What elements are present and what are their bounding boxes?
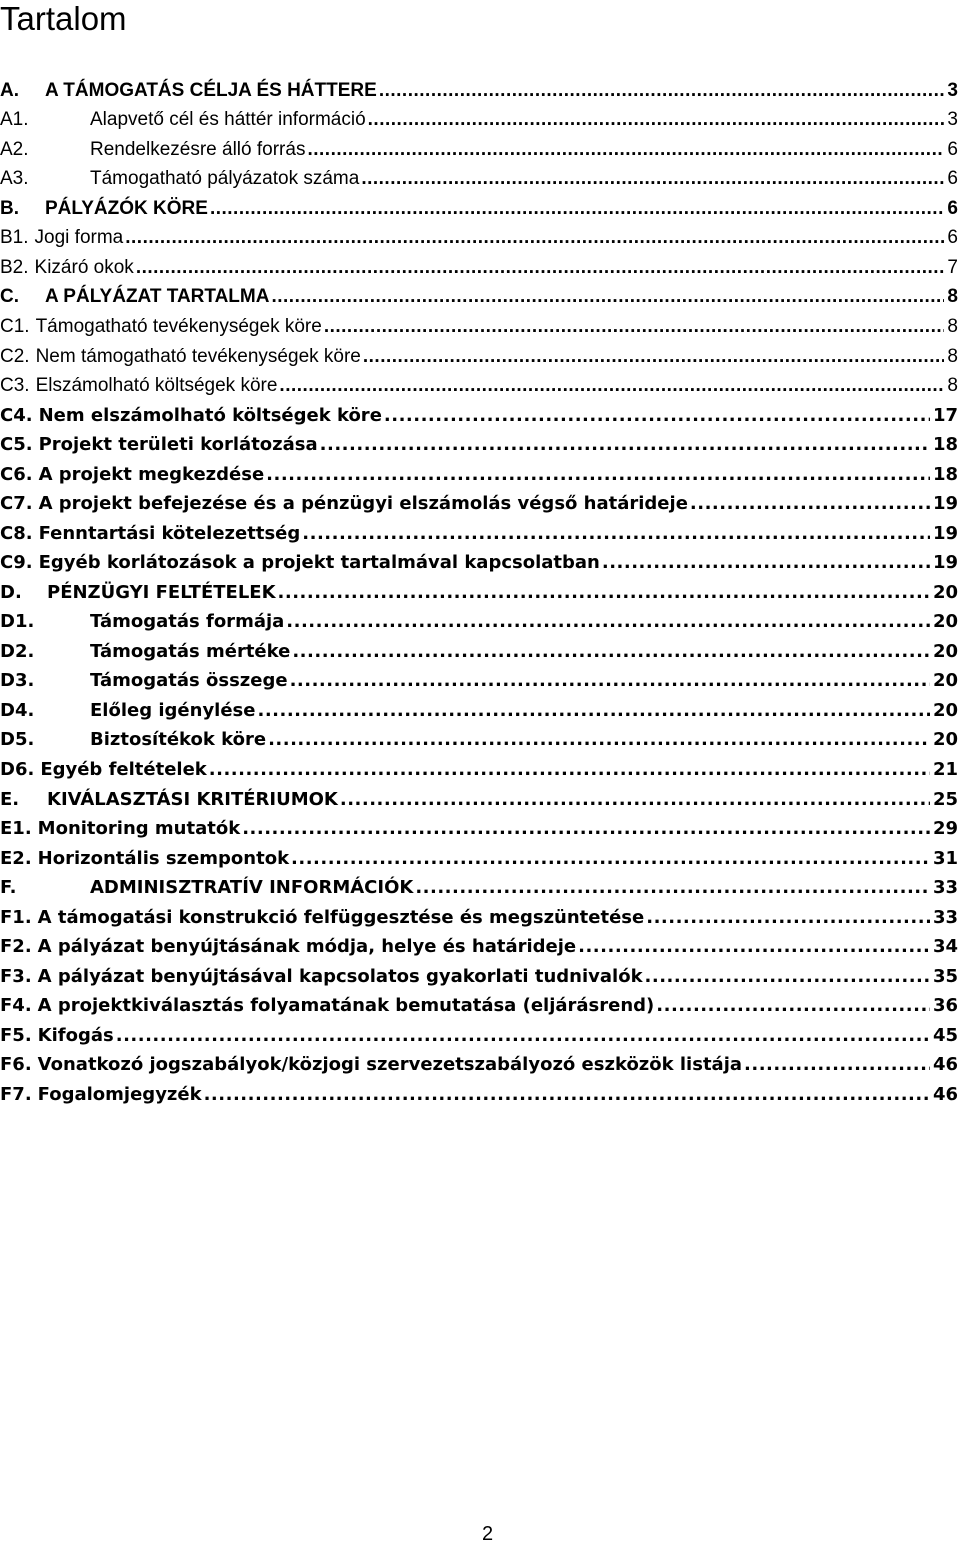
toc-entry[interactable] (0, 517, 960, 545)
toc-entry-code: C5. (0, 434, 33, 455)
toc-entry-code: D6. (0, 759, 35, 780)
toc-entry[interactable] (0, 605, 960, 633)
toc-entry-label: Kizáró okok (34, 257, 134, 278)
toc-entry-label: Biztosítékok köre (90, 729, 267, 750)
toc-dot-leader (136, 257, 945, 279)
toc-entry[interactable] (0, 960, 960, 988)
toc-entry-code: F1. (0, 907, 32, 928)
toc-entry-code: C7. (0, 493, 33, 514)
toc-entry-code: F7. (0, 1084, 32, 1105)
toc-entry[interactable] (0, 162, 960, 190)
toc-entry-code: A1. (0, 109, 29, 130)
toc-entry-label: PÁLYÁZÓK KÖRE (45, 198, 208, 219)
toc-entry[interactable] (0, 280, 960, 308)
toc-entry-code: B2. (0, 257, 29, 278)
toc-dot-leader (125, 227, 944, 249)
toc-dot-leader (368, 109, 945, 131)
toc-entry[interactable] (0, 133, 960, 161)
toc-entry-page: 6 (947, 168, 958, 189)
toc-entry-code: B. (0, 198, 19, 219)
toc-entry-page: 31 (932, 848, 958, 869)
toc-entry-page: 3 (947, 109, 958, 130)
toc-entry-code: E. (0, 789, 20, 810)
toc-entry-label: Jogi forma (34, 227, 124, 248)
toc-entry-label: Rendelkezésre álló forrás (90, 139, 306, 160)
toc-entry[interactable] (0, 428, 960, 456)
toc-entry-title (0, 552, 600, 574)
toc-dot-leader (279, 375, 944, 397)
toc-dot-leader (602, 552, 930, 574)
toc-dot-leader (271, 286, 944, 308)
toc-entry-code: A2. (0, 139, 29, 160)
toc-entry-page: 20 (932, 641, 958, 662)
toc-entry-code: C1. (0, 316, 30, 337)
toc-entry-code: C8. (0, 523, 33, 544)
toc-entry[interactable] (0, 930, 960, 958)
toc-entry-code: F. (0, 877, 17, 898)
toc-entry-page: 33 (932, 907, 958, 928)
toc-entry-label: Kifogás (37, 1025, 114, 1046)
toc-entry[interactable] (0, 340, 960, 368)
toc-entry-page: 20 (932, 582, 958, 603)
toc-entry-page: 8 (947, 316, 958, 337)
toc-entry-title (0, 848, 289, 870)
toc-entry-page: 20 (932, 670, 958, 691)
toc-entry-title (0, 257, 134, 279)
toc-entry-code: A3. (0, 168, 29, 189)
toc-dot-leader (578, 936, 930, 958)
toc-entry-code: C4. (0, 405, 33, 426)
toc-entry[interactable] (0, 1078, 960, 1106)
toc-entry-page: 17 (932, 405, 958, 426)
toc-entry[interactable] (0, 576, 960, 604)
toc-dot-leader (116, 1025, 930, 1047)
toc-entry-title (0, 966, 643, 988)
toc-entry-page: 6 (947, 139, 958, 160)
toc-entry-title (0, 818, 240, 840)
toc-entry-title (0, 936, 576, 958)
toc-entry-label: Nem támogatható tevékenységek köre (35, 346, 361, 367)
toc-entry-page: 3 (947, 80, 958, 101)
toc-dot-leader (290, 670, 930, 692)
toc-entry[interactable] (0, 989, 960, 1017)
toc-entry-title (0, 759, 207, 781)
toc-entry[interactable] (0, 74, 960, 102)
toc-entry-page: 33 (932, 877, 958, 898)
toc-entry-code: D3. (0, 670, 35, 691)
toc-entry-page: 8 (947, 346, 958, 367)
toc-entry-title (0, 729, 266, 751)
toc-entry-code: E1. (0, 818, 32, 839)
toc-entry-page: 46 (932, 1054, 958, 1075)
toc-entry-title (0, 789, 338, 811)
toc-entry-label: A PÁLYÁZAT TARTALMA (45, 286, 270, 307)
toc-entry-code: C6. (0, 464, 33, 485)
toc-dot-leader (292, 641, 930, 663)
toc-dot-leader (268, 729, 930, 751)
toc-entry-code: D4. (0, 700, 35, 721)
toc-entry-title (0, 670, 288, 692)
toc-entry-page: 36 (932, 995, 958, 1016)
toc-entry[interactable] (0, 842, 960, 870)
toc-dot-leader (278, 582, 930, 604)
toc-entry-title (0, 700, 255, 722)
toc-dot-leader (291, 848, 930, 870)
toc-entry-label: A projekt befejezése és a pénzügyi elszámolás végső határideje (38, 493, 688, 514)
toc-dot-leader (415, 877, 930, 899)
toc-dot-leader (744, 1054, 930, 1076)
toc-dot-leader (209, 759, 930, 781)
toc-entry[interactable] (0, 251, 960, 279)
toc-entry-page: 18 (932, 464, 958, 485)
toc-dot-leader (286, 611, 930, 633)
toc-entry-page: 7 (947, 257, 958, 278)
toc-entry[interactable] (0, 723, 960, 751)
toc-entry-title (0, 198, 208, 220)
toc-entry-label: Fenntartási kötelezettség (38, 523, 301, 544)
toc-dot-leader (307, 139, 944, 161)
toc-entry-title (0, 464, 264, 486)
toc-dot-leader (646, 907, 930, 929)
toc-entry-label: Egyéb korlátozások a projekt tartalmával kapcsolatban (38, 552, 600, 573)
toc-entry-page: 18 (932, 434, 958, 455)
toc-entry[interactable] (0, 635, 960, 663)
toc-entry-label: Horizontális szempontok (37, 848, 290, 869)
toc-entry[interactable] (0, 546, 960, 574)
toc-dot-leader (302, 523, 930, 545)
toc-entry-label: Támogatás mértéke (90, 641, 291, 662)
toc-entry-page: 19 (932, 493, 958, 514)
toc-entry-title (0, 168, 359, 190)
toc-dot-leader (690, 493, 930, 515)
toc-entry[interactable] (0, 192, 960, 220)
toc-entry-label: Támogatható tevékenységek köre (35, 316, 322, 337)
toc-entry-label: Monitoring mutatók (37, 818, 241, 839)
toc-entry-label: KIVÁLASZTÁSI KRITÉRIUMOK (47, 789, 338, 810)
toc-entry-title (0, 80, 377, 102)
toc-dot-leader (656, 995, 930, 1017)
toc-entry[interactable] (0, 871, 960, 899)
toc-entry-code: F6. (0, 1054, 32, 1075)
toc-entry-label: A pályázat benyújtásának módja, helye és határideje (37, 936, 577, 957)
toc-dot-leader (645, 966, 930, 988)
toc-entry-code: C9. (0, 552, 33, 573)
toc-entry[interactable] (0, 1019, 960, 1047)
toc-entry-label: Elszámolható költségek köre (35, 375, 278, 396)
toc-entry-title (0, 139, 305, 161)
toc-entry-label: Támogatás összege (90, 670, 288, 691)
toc-entry-page: 6 (947, 227, 958, 248)
toc-entry[interactable] (0, 1048, 960, 1076)
toc-entry-title (0, 493, 688, 515)
toc-entry-page: 8 (947, 286, 958, 307)
toc-entry-code: D1. (0, 611, 35, 632)
toc-entry-code: F5. (0, 1025, 32, 1046)
toc-entry-code: B1. (0, 227, 29, 248)
toc-entry-title (0, 1054, 742, 1076)
toc-entry[interactable] (0, 664, 960, 692)
toc-entry-title (0, 995, 654, 1017)
toc-entry-page: 25 (932, 789, 958, 810)
toc-entry[interactable] (0, 812, 960, 840)
toc-entry[interactable] (0, 310, 960, 338)
toc-entry-page: 19 (932, 523, 958, 544)
toc-entry-code: C2. (0, 346, 30, 367)
toc-entry-label: Támogatás formája (90, 611, 285, 632)
toc-entry[interactable] (0, 103, 960, 131)
toc-entry-page: 20 (932, 729, 958, 750)
toc-entry[interactable] (0, 694, 960, 722)
toc-dot-leader (324, 316, 945, 338)
toc-entry-label: PÉNZÜGYI FELTÉTELEK (47, 582, 276, 603)
toc-dot-leader (257, 700, 929, 722)
toc-entry-code: F2. (0, 936, 32, 957)
toc-entry-title (0, 286, 269, 308)
toc-entry[interactable] (0, 458, 960, 486)
toc-entry-title (0, 227, 123, 249)
toc-entry-title (0, 434, 318, 456)
toc-entry-page: 34 (932, 936, 958, 957)
toc-entry-code: A. (0, 80, 19, 101)
toc-dot-leader (210, 198, 944, 220)
toc-entry-page: 46 (932, 1084, 958, 1105)
toc-entry-title (0, 109, 366, 131)
toc-dot-leader (361, 168, 944, 190)
toc-entry-label: ADMINISZTRATÍV INFORMÁCIÓK (90, 877, 414, 898)
toc-entry-code: D5. (0, 729, 35, 750)
page-number: 2 (481, 1523, 494, 1545)
toc-dot-leader (384, 405, 930, 427)
toc-dot-leader (379, 80, 945, 102)
toc-entry-title (0, 375, 277, 397)
toc-entry-title (0, 405, 382, 427)
toc-entry-page: 20 (932, 611, 958, 632)
toc-entry-title (0, 907, 644, 929)
toc-entry-code: F3. (0, 966, 32, 987)
toc-entry-label: Egyéb feltételek (40, 759, 207, 780)
toc-entry-label: Vonatkozó jogszabályok/közjogi szervezetszabályozó eszközök listája (37, 1054, 743, 1075)
toc-entry-page: 19 (932, 552, 958, 573)
toc-entry-label: Támogatható pályázatok száma (90, 168, 360, 189)
toc-entry-label: A projekt megkezdése (38, 464, 265, 485)
toc-entry[interactable] (0, 487, 960, 515)
toc-entry-title (0, 611, 284, 633)
toc-entry-page: 21 (932, 759, 958, 780)
toc-entry-code: D2. (0, 641, 35, 662)
toc-entry[interactable] (0, 221, 960, 249)
toc-entry-title (0, 1084, 202, 1106)
toc-entry-page: 20 (932, 700, 958, 721)
toc-dot-leader (204, 1084, 930, 1106)
toc-entry-label: A pályázat benyújtásával kapcsolatos gyakorlati tudnivalók (37, 966, 643, 987)
toc-entry-label: Projekt területi korlátozása (38, 434, 318, 455)
toc-entry-page: 29 (932, 818, 958, 839)
toc-entry[interactable] (0, 399, 960, 427)
toc-entry[interactable] (0, 901, 960, 929)
toc-entry-title (0, 316, 322, 338)
toc-entry-code: F4. (0, 995, 32, 1016)
toc-entry-label: Alapvető cél és háttér információ (90, 109, 366, 130)
toc-entry-title (0, 346, 361, 368)
toc-entry[interactable] (0, 369, 960, 397)
toc-entry-title (0, 582, 276, 604)
toc-dot-leader (340, 789, 930, 811)
toc-entry-label: Nem elszámolható költségek köre (38, 405, 382, 426)
toc-dot-leader (320, 434, 930, 456)
toc-entry-page: 6 (947, 198, 958, 219)
toc-entry-label: A TÁMOGATÁS CÉLJA ÉS HÁTTERE (45, 80, 377, 101)
page-title: Tartalom (0, 0, 127, 37)
toc-entry-label: A projektkiválasztás folyamatának bemutatása (eljárásrend) (37, 995, 655, 1016)
toc-entry-code: D. (0, 582, 22, 603)
toc-entry-label: A támogatási konstrukció felfüggesztése és megszüntetése (37, 907, 645, 928)
toc-dot-leader (363, 346, 945, 368)
toc-entry-title (0, 1025, 114, 1047)
toc-entry-title (0, 641, 290, 663)
toc-entry[interactable] (0, 783, 960, 811)
toc-dot-leader (266, 464, 930, 486)
toc-entry-page: 35 (932, 966, 958, 987)
toc-entry-code: C3. (0, 375, 30, 396)
toc-entry-page: 45 (932, 1025, 958, 1046)
toc-entry-code: E2. (0, 848, 32, 869)
toc-entry-title (0, 877, 413, 899)
toc-dot-leader (242, 818, 930, 840)
toc-entry[interactable] (0, 753, 960, 781)
toc-entry-label: Előleg igénylése (90, 700, 256, 721)
toc-entry-title (0, 523, 300, 545)
toc-entry-label: Fogalomjegyzék (37, 1084, 202, 1105)
toc-entry-page: 8 (947, 375, 958, 396)
toc-entry-code: C. (0, 286, 19, 307)
